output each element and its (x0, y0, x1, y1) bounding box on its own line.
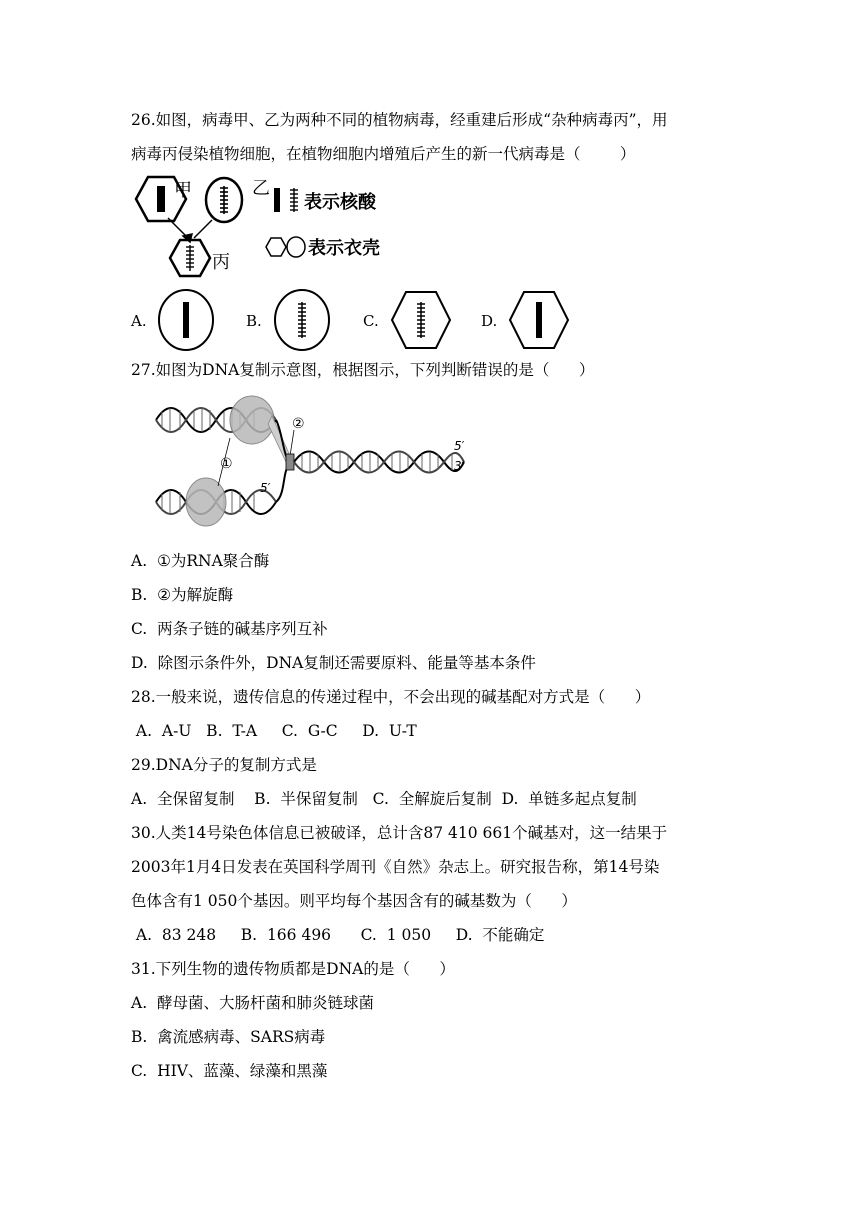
q26-option-c-figure (388, 288, 454, 352)
legend-capsid-text: 表示衣壳 (308, 238, 380, 259)
q31-stem: 31.下列生物的遗传物质都是DNA的是（ ） (131, 960, 455, 978)
q26-figure (128, 172, 408, 282)
q29-stem: 29.DNA分子的复制方式是 (131, 756, 317, 774)
q30-line1: 30.人类14号染色体信息已被破译，总计含87 410 661个碱基对，这一结果于 (131, 824, 668, 842)
legend-nucleic-text: 表示核酸 (304, 192, 376, 213)
q26-option-c-label: C. (363, 312, 379, 330)
enzyme-lower (186, 478, 226, 526)
q26-option-b-figure (272, 288, 332, 352)
q30-line3: 色体含有1 050个基因。则平均每个基因含有的碱基数为（ ） (131, 892, 577, 910)
helicase (286, 454, 294, 470)
fig-label-1: ① (220, 456, 233, 472)
q27-option-d: D. 除图示条件外，DNA复制还需要原料、能量等基本条件 (131, 654, 536, 672)
fig-label-5-top: 5′ (454, 439, 465, 453)
q27-option-c: C. 两条子链的碱基序列互补 (131, 620, 328, 638)
q30-line2: 2003年1月4日发表在英国科学周刊《自然》杂志上。研究报告称，第14号染 (131, 858, 660, 876)
q30-options: A. 83 248 B. 166 496 C. 1 050 D. 不能确定 (131, 926, 545, 944)
q26-option-d-label: D. (481, 312, 498, 330)
q29-options: A. 全保留复制 B. 半保留复制 C. 全解旋后复制 D. 单链多起点复制 (131, 790, 637, 808)
q27-dna-figure (154, 390, 474, 530)
legend-hexagon (266, 238, 286, 256)
q27-stem: 27.如图为DNA复制示意图，根据图示，下列判断错误的是（ ） (131, 361, 595, 379)
fig-label-jia: 甲 (174, 180, 192, 201)
q31-option-b: B. 禽流感病毒、SARS病毒 (131, 1028, 326, 1046)
enzyme-upper (230, 396, 274, 444)
q26-option-a-label: A. (131, 312, 147, 330)
q27-option-a: A. ①为RNA聚合酶 (131, 552, 270, 570)
fig-label-yi: 乙 (252, 178, 270, 199)
q26-stem-line2: 病毒丙侵染植物细胞，在植物细胞内增殖后产生的新一代病毒是（ ） (131, 145, 636, 163)
q27-option-b: B. ②为解旋酶 (131, 586, 234, 604)
q31-option-a: A. 酵母菌、大肠杆菌和肺炎链球菌 (131, 994, 374, 1012)
fig-label-2: ② (292, 416, 305, 432)
legend-solid-bar (274, 188, 280, 212)
q26-stem-line1: 26.如图，病毒甲、乙为两种不同的植物病毒，经重建后形成“杂种病毒丙”，用 (131, 111, 668, 129)
q28-stem: 28.一般来说，遗传信息的传递过程中，不会出现的碱基配对方式是（ ） (131, 688, 651, 706)
virus-jia-nucleic (157, 186, 165, 212)
virus-bing-nucleic (186, 245, 194, 271)
virus-yi-nucleic (220, 186, 228, 214)
q26-option-a-figure (156, 288, 216, 352)
legend-circle (287, 237, 305, 257)
fig-label-5-bottom: 5′ (260, 481, 271, 495)
fig-label-bing: 丙 (212, 252, 230, 273)
q26-option-b-label: B. (246, 312, 262, 330)
fig-label-3: 3′ (454, 459, 465, 473)
q28-options: A. A-U B. T-A C. G-C D. U-T (131, 722, 417, 740)
q31-option-c: C. HIV、蓝藻、绿藻和黑藻 (131, 1062, 328, 1080)
q26-option-d-figure (506, 288, 572, 352)
legend-ladder (290, 188, 298, 212)
